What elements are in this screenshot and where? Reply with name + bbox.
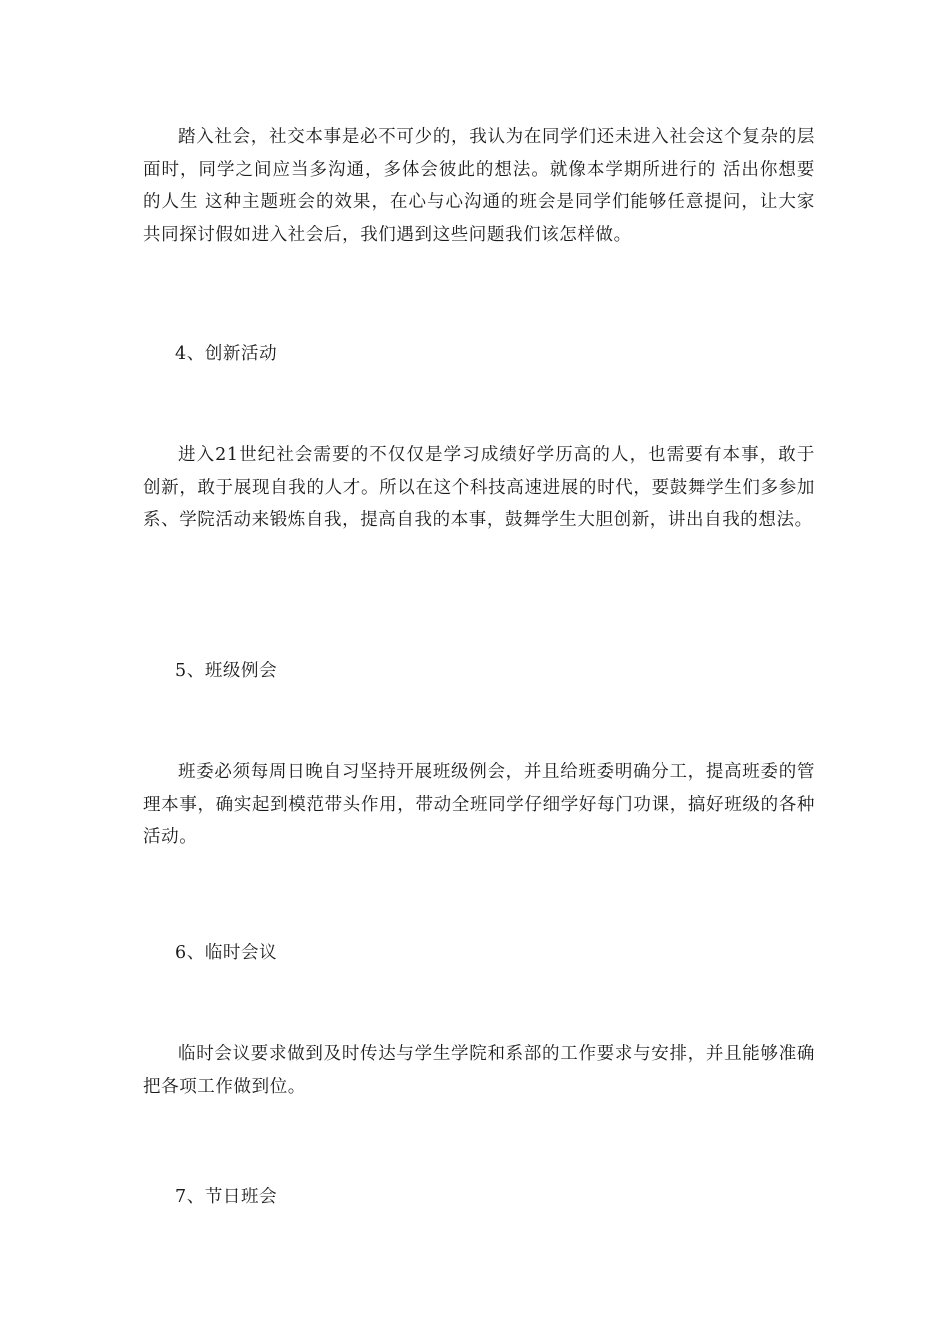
paragraph-class-meeting: 班委必须每周日晚自习坚持开展班级例会，并且给班委明确分工，提高班委的管理本事，确实起到模范带头作用，带动全班同学仔细学好每门功课，搞好班级的各种活动。 — [143, 762, 815, 847]
section-heading-holiday-meeting: 7、节日班会 — [175, 1187, 278, 1207]
paragraph-temporary-meeting: 临时会议要求做到及时传达与学生学院和系部的工作要求与安排，并且能够准确把各项工作做到位。 — [143, 1044, 815, 1097]
section-heading-temporary-meeting: 6、临时会议 — [175, 943, 278, 963]
paragraph-innovation: 进入21世纪社会需要的不仅仅是学习成绩好学历高的人，也需要有本事，敢于创新，敢于展现自我的人才。所以在这个科技高速进展的时代，要鼓舞学生们多参加系、学院活动来锻炼自我，提高自我的本事，鼓舞学生大胆创新，讲出自我的想法。 — [143, 445, 815, 530]
section-heading-innovation: 4、创新活动 — [175, 344, 278, 364]
section-heading-class-meeting: 5、班级例会 — [175, 661, 278, 681]
paragraph-social-skills: 踏入社会，社交本事是必不可少的，我认为在同学们还未进入社会这个复杂的层面时，同学之间应当多沟通，多体会彼此的想法。就像本学期所进行的 活出你想要的人生 这种主题班会的效果，在心与心沟通的班会是同学们能够任意提问，让大家共同探讨假如进入社会后，我们遇到这些问题我们该怎样做。 — [143, 127, 815, 245]
